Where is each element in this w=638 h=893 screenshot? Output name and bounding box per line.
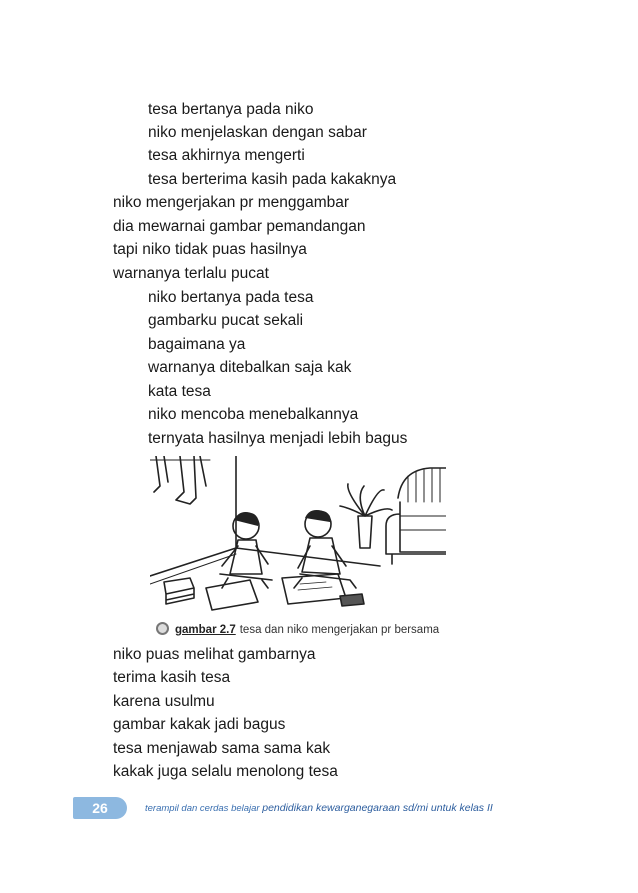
text-line: tesa menjawab sama sama kak (113, 740, 331, 757)
text-line: gambarku pucat sekali (148, 312, 304, 329)
text-line: kakak juga selalu menolong tesa (113, 763, 338, 780)
illustration-children-doing-homework (150, 456, 446, 618)
footer-book-title (145, 801, 493, 816)
text-line: kata tesa (148, 383, 211, 400)
bullet-icon (156, 622, 169, 635)
text-line: tesa akhirnya mengerti (148, 147, 305, 164)
text-line: niko menjelaskan dengan sabar (148, 124, 367, 141)
text-line: niko mencoba menebalkannya (148, 406, 359, 423)
figure-caption (156, 622, 439, 638)
text-line: terima kasih tesa (113, 669, 231, 686)
text-line: bagaimana ya (148, 336, 246, 353)
figure-label: gambar 2.7 (175, 624, 236, 636)
text-line: tesa bertanya pada niko (148, 101, 314, 118)
text-line: dia mewarnai gambar pemandangan (113, 218, 366, 235)
page-number-badge: 26 (73, 797, 127, 819)
text-line: warnanya terlalu pucat (113, 265, 269, 282)
figure-caption-text: tesa dan niko mengerjakan pr bersama (239, 624, 440, 636)
text-line: niko mengerjakan pr menggambar (113, 194, 350, 211)
page-footer (73, 797, 573, 821)
footer-series-text: terampil dan cerdas belajar (145, 803, 260, 814)
footer-title-text: pendidikan kewarganegaraan sd/mi untuk kelas II (262, 802, 493, 814)
text-line: warnanya ditebalkan saja kak (148, 359, 352, 376)
text-line: niko bertanya pada tesa (148, 289, 314, 306)
text-line: gambar kakak jadi bagus (113, 716, 286, 733)
text-line: ternyata hasilnya menjadi lebih bagus (148, 430, 408, 447)
text-line: tapi niko tidak puas hasilnya (113, 241, 307, 258)
text-line: tesa berterima kasih pada kakaknya (148, 171, 397, 188)
text-line: niko puas melihat gambarnya (113, 646, 316, 663)
text-line: karena usulmu (113, 693, 215, 710)
